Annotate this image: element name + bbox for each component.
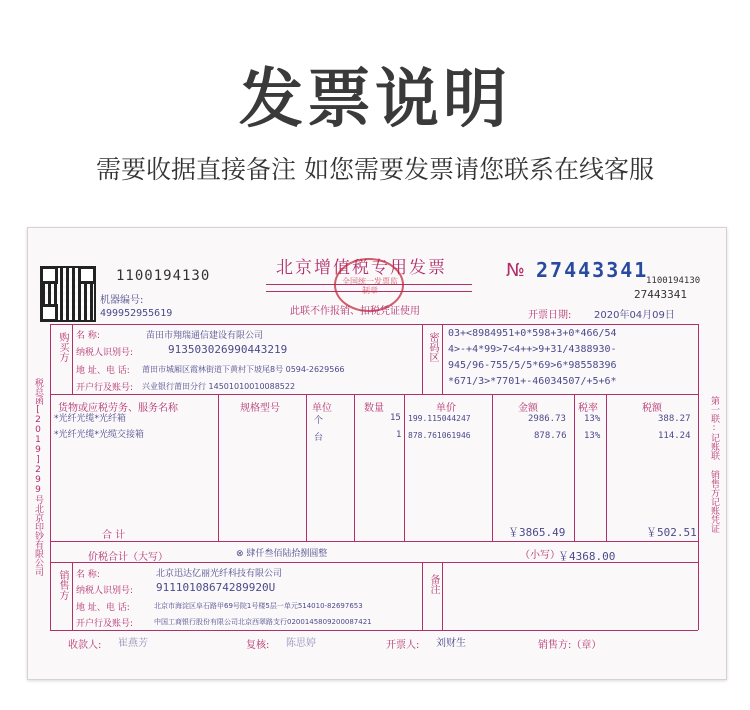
total-amount: ￥3865.49 [508,526,566,539]
col-divider-goods [218,394,219,541]
cipher-line: 03+<8984951+0*598+3+0*466/54 [448,328,617,339]
seller-address-value: 北京市海淀区阜石路甲69号院1号楼5层一单元514010-82697653 [154,602,363,610]
col-divider-spec [306,394,307,541]
buyer-address-label: 地 址、电 话: [76,366,130,376]
issuer-label: 开票人: [386,640,420,651]
table-right-border [698,324,699,630]
row-price: 878.761061946 [408,431,471,440]
col-divider-amount [574,394,575,541]
table-bottom-border [50,630,698,631]
table-top-border [50,324,698,325]
buyer-name-label: 名 称: [76,331,100,341]
cipher-line: 4>-+4*99>7<4++>9+31/4388930- [448,344,617,355]
col-price-header: 单价 [436,403,456,414]
buyer-side-divider [72,324,73,394]
row-tax: 114.24 [658,431,691,441]
items-bottom-border [50,541,698,542]
col-spec-header: 规格型号 [240,403,280,414]
col-divider-unit [354,394,355,541]
col-rate-header: 税率 [578,403,598,414]
sum-small-label: （小写） [520,550,560,561]
row-qty: 15 [390,413,401,423]
row-goods: *光纤光缆*光纤箱 [54,414,127,424]
seller-bank-value: 中国工商银行股份有限公司北京西翠路支行0200145809200087421 [154,618,372,626]
date-label: 开票日期: [528,310,572,321]
col-tax-header: 税额 [642,403,662,414]
row-goods: *光纤光缆*光缆交接箱 [54,430,145,440]
reviewer-label: 复核: [246,640,270,651]
row-amount: 878.76 [534,431,567,441]
cipher-line: 945/96-755/5/5*69>6*98558396 [448,360,617,371]
sum-small-value: ￥4368.00 [558,550,616,563]
col-divider-qty [404,394,405,541]
buyer-bank-label: 开户行及账号: [76,383,134,393]
invoice-photo [27,227,727,680]
seller-tax-value: 91110108674289920U [156,581,276,594]
not-for-deduction-note: 此联不作报销、扣税凭证使用 [290,306,420,317]
payee-value: 崔燕芳 [118,638,148,649]
cipher-line: *671/3>*7701+-46034507/+5+6* [448,376,617,387]
buyer-tax-label: 纳税人识别号: [76,348,134,358]
seal-text: 全国统一发票监制章 [342,277,398,295]
seller-tax-label: 纳税人识别号: [76,586,134,596]
machine-label: 机器编号: [100,295,144,306]
invoice-code: 1100194130 [116,268,211,284]
page-heading: 发票说明 [239,63,511,137]
col-qty-header: 数量 [364,403,384,414]
col-amount-header: 金额 [518,403,538,414]
seller-name-value: 北京迅达亿丽光纤科技有限公司 [156,569,283,579]
row-price: 199.115044247 [408,414,471,423]
invoice-number-right: 27443341 [634,288,687,301]
col-divider-rate [606,394,607,541]
remark-divider [422,562,423,630]
reviewer-value: 陈思婷 [286,638,316,649]
buyer-address-value: 莆田市城厢区霞林街道下黄村下坡尾8号 0594-2629566 [142,365,345,374]
seller-name-label: 名 称: [76,570,100,580]
cipher-divider [422,324,423,394]
buyer-side-label: 购买方 [57,332,68,362]
table-left-border [50,324,51,630]
row-tax: 388.27 [658,414,691,424]
col-divider-price [492,394,493,541]
machine-number: 499952955619 [100,308,173,319]
buyer-bottom-border [50,394,698,395]
remark-label: 备注 [428,574,439,594]
row-rate: 13% [584,431,601,441]
issuer-value: 刘财生 [436,638,466,649]
row-rate: 13% [584,414,601,424]
payee-label: 收款人: [68,640,102,651]
row-qty: 1 [396,430,402,440]
col-goods-header: 货物或应税劳务、服务名称 [58,403,178,414]
total-tax: ￥502.51 [646,526,697,539]
right-margin-text: 第一联:记账联 销售方记账凭证 [709,396,719,533]
col-unit-header: 单位 [312,403,332,414]
seller-address-label: 地 址、电 话: [76,603,130,613]
date-value: 2020年04月09日 [594,310,675,321]
row-amount: 2986.73 [528,414,566,424]
invoice-number: 27443341 [536,258,649,282]
page-subheading: 需要收据直接备注 如您需要发票请您联系在线客服 [96,155,654,184]
buyer-name-value: 苗田市翔瑞通信建设有限公司 [146,331,264,341]
total-label: 合 计 [102,530,126,541]
seller-side-divider [72,562,73,630]
seller-bank-label: 开户行及账号: [76,619,134,629]
buyer-bank-value: 兴业银行莆田分行 14501010010088522 [142,382,296,391]
cipher-label-divider [442,324,443,394]
seller-side-label: 销售方 [57,570,68,600]
invoice-title: 北京增值税专用发票 [276,258,447,278]
invoice-code-right: 1100194130 [646,276,701,286]
row-unit: 个 [314,416,324,426]
buyer-tax-value: 913503026990443219 [168,343,288,356]
number-prefix: № [506,260,525,281]
sum-label: 价税合计（大写） [88,552,168,563]
qr-code [40,266,96,322]
left-margin-text: 税总函[2019]299号北京印钞有限公司 [33,378,43,576]
seller-signature-label: 销售方:（章） [538,640,602,651]
cipher-side-label: 密码区 [427,332,438,362]
remark-label-divider [442,562,443,630]
row-unit: 台 [314,433,324,443]
sum-words: ⊗ 肆仟叁佰陆拾捌圆整 [236,549,328,559]
